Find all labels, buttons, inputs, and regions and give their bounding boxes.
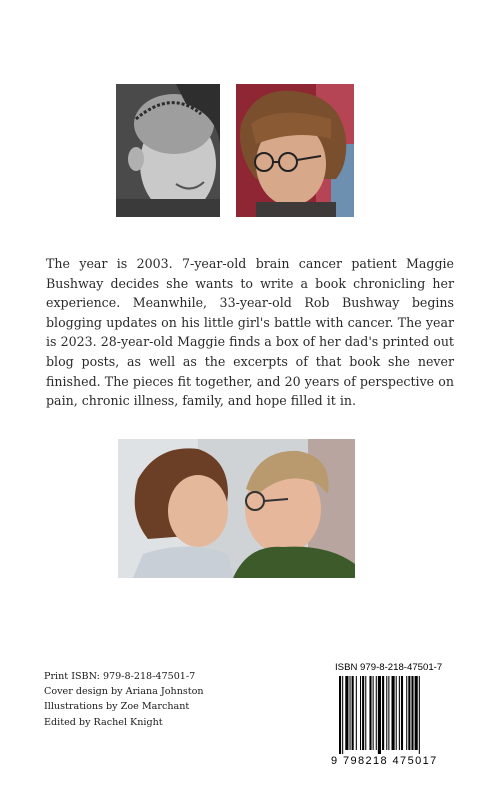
editor-credit: Edited by Rachel Knight xyxy=(44,716,163,728)
barcode-bar xyxy=(345,676,348,750)
barcode-bar xyxy=(386,676,387,750)
photo-young-girl-stitches xyxy=(116,84,220,217)
cover-design-credit: Cover design by Ariana Johnston xyxy=(44,686,204,698)
barcode-bar xyxy=(415,676,418,750)
barcode-bar xyxy=(399,676,400,750)
isbn-barcode-number: 9 798218 475017 xyxy=(331,755,438,767)
photo-young-woman-glasses xyxy=(236,84,354,217)
barcode-bar xyxy=(339,676,341,754)
barcode-bar xyxy=(392,676,395,750)
photo-young-girl-stitches-image xyxy=(116,84,220,217)
photo-father-daughter xyxy=(118,439,355,578)
barcode-bar xyxy=(365,676,366,750)
barcode-bar xyxy=(360,676,361,750)
credits-block xyxy=(44,669,204,730)
barcode-bar xyxy=(352,676,354,750)
barcode-bar xyxy=(362,676,364,750)
barcode-bar xyxy=(406,676,407,750)
barcode-icon xyxy=(339,676,451,754)
photo-young-woman-glasses-image xyxy=(236,84,354,217)
barcode-bar xyxy=(356,676,357,750)
barcode-bar xyxy=(376,676,377,750)
barcode-bar xyxy=(396,676,397,750)
barcode-bar xyxy=(369,676,371,750)
barcode-bar xyxy=(350,676,351,750)
isbn-barcode-box xyxy=(327,659,462,777)
photo-father-daughter-image xyxy=(118,439,355,578)
illustrations-credit: Illustrations by Zoe Marchant xyxy=(44,701,190,713)
barcode-bar xyxy=(378,676,381,754)
barcode-bar xyxy=(411,676,413,750)
back-cover-blurb: The year is 2003. 7-year-old brain cancer patient Maggie Bushway decides she wants to write a book chronicling her experience. Meanwhile, 33-year-old Rob Bushway begins blogging updates on his little girl's battle with cancer. The year is 2023. 28-year-old Maggie finds a box of her dad's printed out blog posts, as well as the excerpts of that book she never finished. The pieces fit together, and 20 years of perspective on pain, chronic illness, family, and hope filled it in. xyxy=(46,256,454,409)
barcode-bar xyxy=(388,676,389,750)
barcode-bar xyxy=(408,676,410,750)
barcode-bar xyxy=(342,676,343,754)
barcode-bar xyxy=(419,676,420,754)
print-isbn: Print ISBN: 979-8-218-47501-7 xyxy=(44,671,196,682)
isbn-barcode-label: ISBN 979-8-218-47501-7 xyxy=(335,662,443,673)
barcode-bar xyxy=(382,676,384,750)
barcode-bar xyxy=(373,676,374,750)
barcode-bar xyxy=(401,676,403,750)
